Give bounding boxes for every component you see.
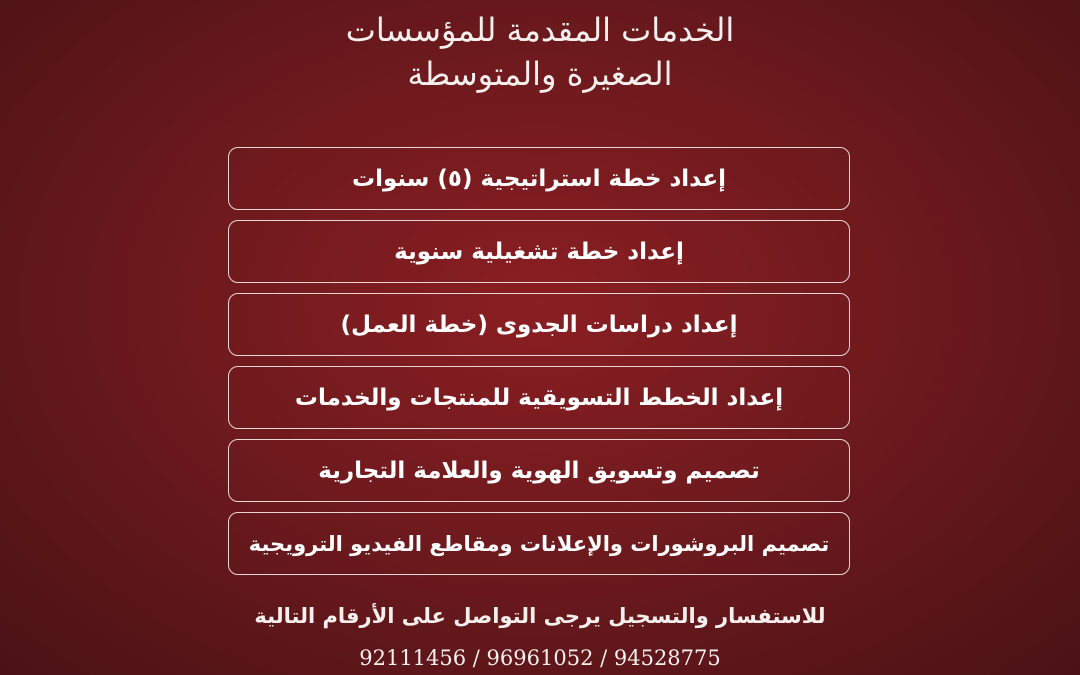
page-title-line-1: الخدمات المقدمة للمؤسسات	[345, 11, 735, 49]
service-item-operational-plan[interactable]: إعداد خطة تشغيلية سنوية	[228, 220, 850, 283]
contact-text: للاستفسار والتسجيل يرجى التواصل على الأرقام التالية	[254, 604, 826, 628]
service-item-brochures-ads-videos[interactable]: تصميم البروشورات والإعلانات ومقاطع الفيديو الترويجية	[228, 512, 850, 575]
service-item-strategic-plan[interactable]: إعداد خطة استراتيجية (٥) سنوات	[228, 147, 850, 210]
page-title-line-2: الصغيرة والمتوسطة	[407, 55, 673, 93]
phone-numbers[interactable]: 92111456 / 96961052 / 94528775	[359, 646, 721, 670]
services-list	[228, 147, 850, 585]
service-item-feasibility-studies[interactable]: إعداد دراسات الجدوى (خطة العمل)	[228, 293, 850, 356]
service-item-marketing-plans[interactable]: إعداد الخطط التسويقية للمنتجات والخدمات	[228, 366, 850, 429]
service-item-brand-identity[interactable]: تصميم وتسويق الهوية والعلامة التجارية	[228, 439, 850, 502]
